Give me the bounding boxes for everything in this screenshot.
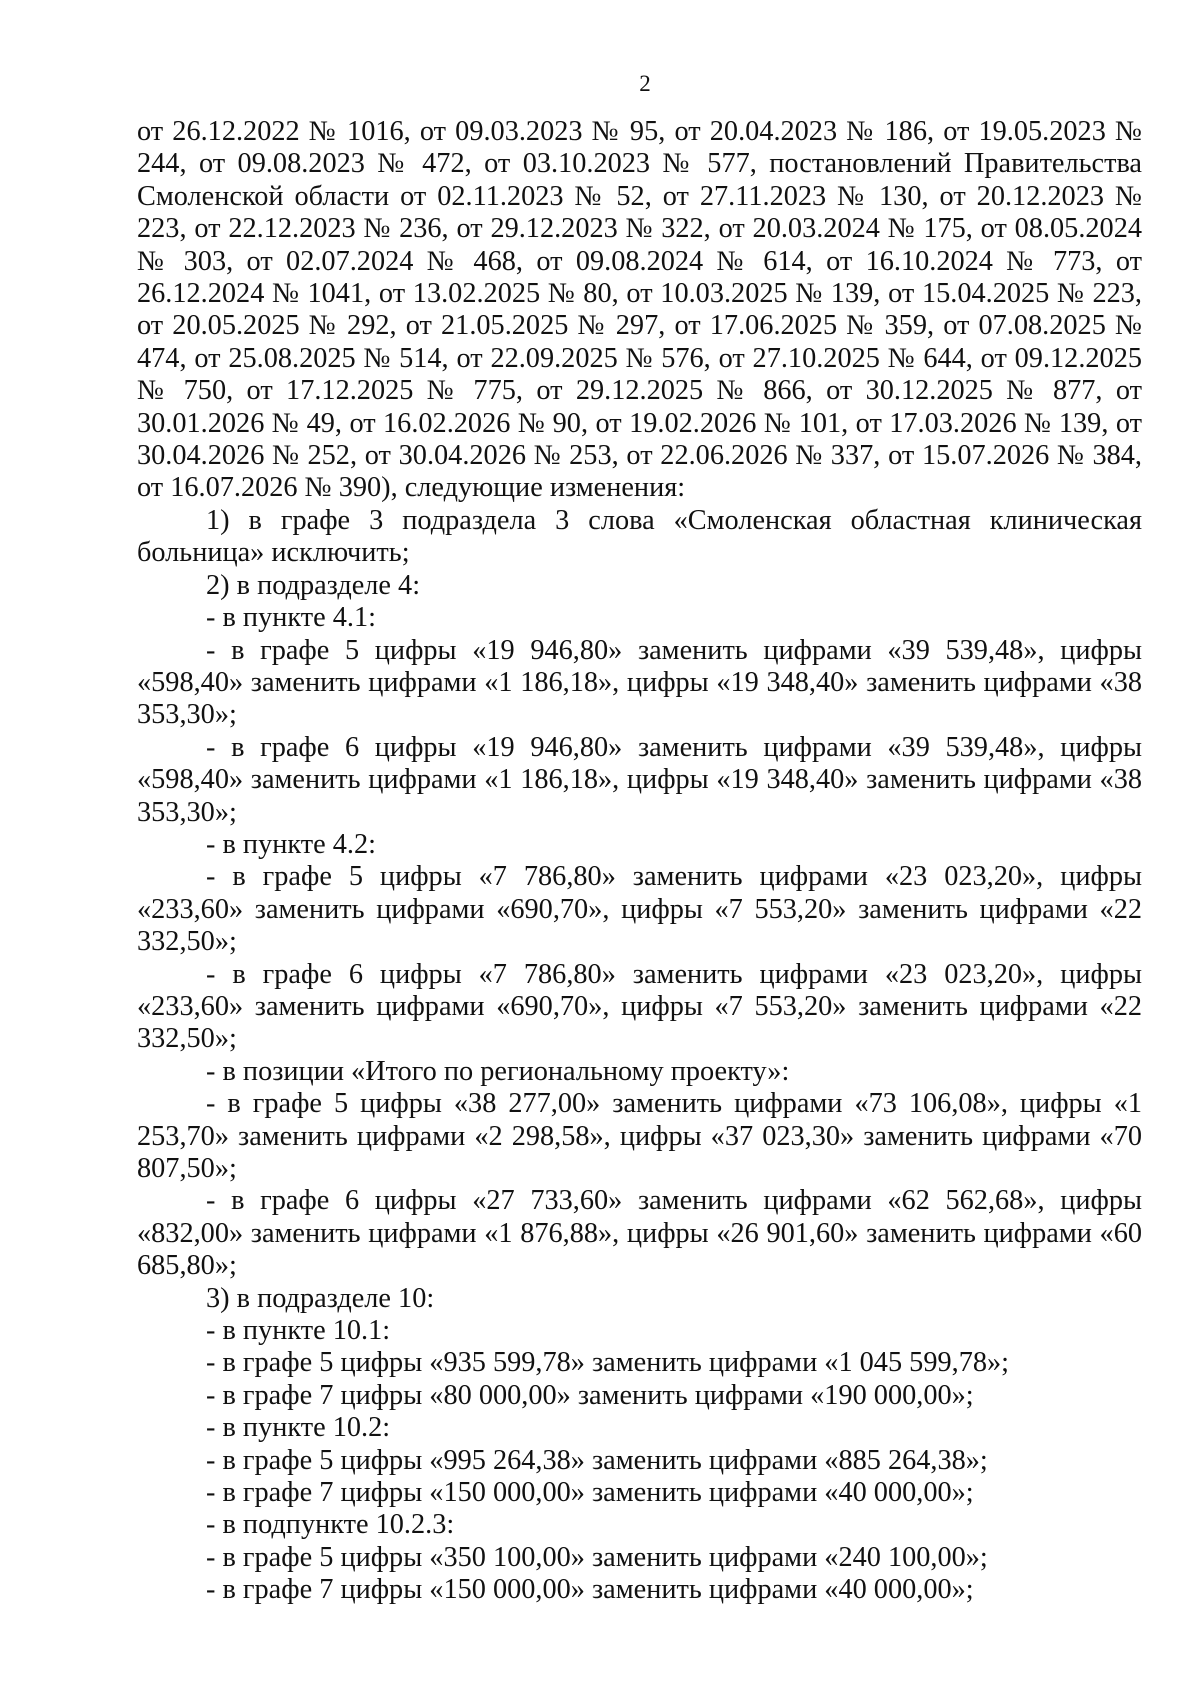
total-column-5-paragraph: - в графе 5 цифры «38 277,00» заменить цифрами «73 106,08», цифры «1 253,70» заменить цифрами «2 298,58», цифры «37 023,30» заменить цифрами «70 807,50»; [137,1088,1142,1184]
document-body [137,116,1142,1607]
point-4-2-heading: - в пункте 4.2: [206,828,376,860]
point-4-2-column-6-paragraph: - в графе 6 цифры «7 786,80» заменить цифрами «23 023,20», цифры «233,60» заменить цифрами «690,70», цифры «7 553,20» заменить цифрами «22 332,50»; [137,958,1142,1055]
item-1-paragraph: 1) в графе 3 подраздела 3 слова «Смоленская областная клиническая больница» исключить; [137,504,1142,569]
point-4-1-column-6-paragraph: - в графе 6 цифры «19 946,80» заменить цифрами «39 539,48», цифры «598,40» заменить цифрами «1 186,18», цифры «19 348,40» заменить цифрами «38 353,30»; [137,731,1142,828]
point-10-1-heading: - в пункте 10.1: [206,1315,391,1347]
point-4-2-column-5-paragraph: - в графе 5 цифры «7 786,80» заменить цифрами «23 023,20», цифры «233,60» заменить цифрами «690,70», цифры «7 553,20» заменить цифрами «22 332,50»; [137,861,1142,958]
amendment-references-paragraph: от 26.12.2022 № 1016, от 09.03.2023 № 95, от 20.04.2023 № 186, от 19.05.2023 № 244, от 09.08.2023 № 472, от 03.10.2023 № 577, постановлений Правительства Смоленской области от 02.11.2023 № 52, от 27.11.2023 № 130, от 20.12.2023 № 223, от 22.12.2023 № 236, от 29.12.2023 № 322, от 20.03.2024 № 175, от 08.05.2024 № 303, от 02.07.2024 № 468, от 09.08.2024 № 614, от 16.10.2024 № 773, от 26.12.2024 № 1041, от 13.02.2025 № 80, от 10.03.2025 № 139, от 15.04.2025 № 223, от 20.05.2025 № 292, от 21.05.2025 № 297, от 17.06.2025 № 359, от 07.08.2025 № 474, от 25.08.2025 № 514, от 22.09.2025 № 576, от 27.10.2025 № 644, от 09.12.2025 № 750, от 17.12.2025 № 775, от 29.12.2025 № 866, от 30.12.2025 № 877, от 30.01.2026 № 49, от 16.02.2026 № 90, от 19.02.2026 № 101, от 17.03.2026 № 139, от 30.04.2026 № 252, от 30.04.2026 № 253, от 22.06.2026 № 337, от 15.07.2026 № 384, от 16.07.2026 № 390), следующие изменения: [137,116,1142,504]
total-column-6-paragraph: - в графе 6 цифры «27 733,60» заменить цифрами «62 562,68», цифры «832,00» заменить цифрами «1 876,88», цифры «26 901,60» заменить цифрами «60 685,80»; [137,1185,1142,1282]
page-number: 2 [639,71,651,96]
regional-project-total-heading: - в позиции «Итого по региональному проекту»: [206,1055,790,1087]
item-2-heading: 2) в подразделе 4: [206,569,421,601]
point-10-2-column-5-line: - в графе 5 цифры «995 264,38» заменить цифрами «885 264,38»; [206,1444,988,1476]
point-4-1-column-5-paragraph: - в графе 5 цифры «19 946,80» заменить цифрами «39 539,48», цифры «598,40» заменить цифрами «1 186,18», цифры «19 348,40» заменить цифрами «38 353,30»; [137,634,1142,731]
point-10-2-heading: - в пункте 10.2: [206,1412,391,1444]
subpoint-10-2-3-column-7-line: - в графе 7 цифры «150 000,00» заменить цифрами «40 000,00»; [206,1574,974,1606]
subpoint-10-2-3-column-5-line: - в графе 5 цифры «350 100,00» заменить цифрами «240 100,00»; [206,1541,988,1573]
subpoint-10-2-3-heading: - в подпункте 10.2.3: [206,1509,455,1541]
item-3-heading: 3) в подразделе 10: [206,1282,435,1314]
point-10-2-column-7-line: - в графе 7 цифры «150 000,00» заменить цифрами «40 000,00»; [206,1477,974,1509]
point-4-1-heading: - в пункте 4.1: [206,602,376,634]
point-10-1-column-7-line: - в графе 7 цифры «80 000,00» заменить цифрами «190 000,00»; [206,1379,974,1411]
point-10-1-column-5-line: - в графе 5 цифры «935 599,78» заменить цифрами «1 045 599,78»; [206,1347,1010,1379]
